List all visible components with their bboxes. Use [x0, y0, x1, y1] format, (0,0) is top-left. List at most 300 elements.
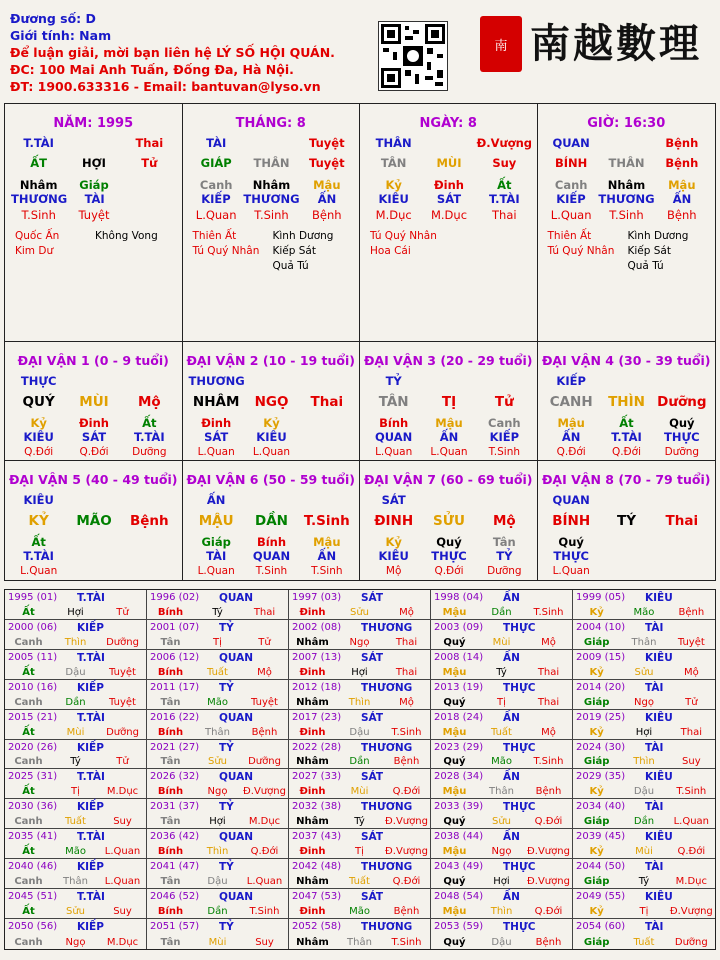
year-detail — [147, 876, 288, 887]
year-phase: Suy — [255, 936, 274, 948]
year-god: KIÊU — [645, 711, 673, 724]
year-cell — [289, 740, 431, 770]
year-label: 2014 (20) — [576, 681, 626, 693]
year-phase: L.Quan — [104, 846, 141, 858]
year-phase: Thai — [395, 636, 418, 648]
year-label: 2003 (09) — [434, 621, 484, 633]
pillar-cell — [183, 104, 361, 342]
year-god: QUAN — [219, 891, 254, 904]
dv-row-hidden-god-1 — [599, 549, 654, 563]
dv-row-phase-2 — [122, 565, 177, 577]
year-cell — [5, 829, 147, 859]
year-cell — [5, 889, 147, 919]
dv-row-god — [189, 493, 355, 507]
annual-luck-table — [4, 589, 716, 950]
dv-row-god-1 — [245, 374, 300, 388]
year-cell — [5, 710, 147, 740]
dv-row-god-2 — [122, 374, 177, 388]
year-branch: Hợi — [635, 726, 653, 738]
year-branch: Mùi — [208, 936, 227, 948]
year-label: 2030 (36) — [8, 801, 58, 813]
dv-row-hidden-god — [189, 430, 355, 444]
year-detail — [147, 846, 288, 857]
year-label: 2028 (34) — [434, 771, 484, 783]
dv-row-stem-branch-0: BÍNH — [552, 513, 591, 529]
dv-row-stem-branch-0: NHÂM — [192, 394, 240, 410]
pillar-row-god-0: THÂN — [375, 136, 412, 150]
year-god: SÁT — [361, 771, 384, 784]
year-cell — [573, 680, 715, 710]
year-detail — [5, 816, 146, 827]
pillar-row-phase — [11, 208, 177, 222]
pillar-row-hidden-god-1: TÀI — [84, 192, 105, 206]
dv-row-hidden-god-1: THỰC — [431, 549, 467, 563]
pillar-row-hidden-1: Giáp — [79, 178, 109, 192]
dv-row-phase-1: Q.Đới — [611, 446, 642, 458]
pillar-row-god — [366, 136, 532, 150]
dv-row-hidden — [189, 535, 355, 549]
year-god: THỰC — [503, 801, 536, 814]
dv-row-god-2 — [654, 493, 709, 507]
dv-row-phase-1: L.Quan — [252, 446, 291, 458]
qr-code-icon — [378, 21, 448, 91]
year-cell — [431, 889, 573, 919]
dv-row-stem-branch-2: T.Sinh — [303, 513, 350, 529]
phone-email-line: ĐT: 1900.633316 - Email: bantuvan@lyso.vn — [10, 79, 321, 94]
dv-row-hidden-god-0: KIÊU — [378, 549, 409, 563]
year-cell — [573, 740, 715, 770]
dv-row-god-2 — [477, 374, 532, 388]
year-god: SÁT — [361, 891, 384, 904]
year-god: TỶ — [219, 861, 234, 874]
pillar-row-hidden-1: Nhâm — [252, 178, 291, 192]
year-phase: Q.Đới — [250, 846, 279, 858]
dv-row-phase — [544, 565, 710, 577]
year-cell — [431, 710, 573, 740]
year-detail — [5, 667, 146, 678]
pillar-row-hidden — [11, 178, 177, 192]
year-stem: Bính — [157, 606, 184, 618]
year-god: QUAN — [219, 592, 254, 604]
year-god: T.TÀI — [77, 831, 105, 844]
dv-row-stem-branch-1: SỬU — [433, 513, 465, 529]
year-branch: Mùi — [492, 636, 511, 648]
year-branch: Tị — [355, 846, 364, 858]
pillar-row-stem-branch-0: BÍNH — [555, 156, 588, 170]
year-label: 2020 (26) — [8, 741, 58, 753]
year-god: THƯƠNG — [361, 801, 413, 814]
dv-row-god — [366, 374, 532, 388]
year-detail — [431, 846, 572, 857]
pillar-title: THÁNG: 8 — [235, 116, 306, 131]
year-label: 2034 (40) — [576, 801, 626, 813]
year-stem: Kỷ — [589, 726, 604, 738]
year-phase: Dưỡng — [106, 726, 139, 738]
year-label: 2031 (37) — [150, 801, 200, 813]
dv-row-god — [11, 374, 177, 388]
year-phase: Tuyệt — [109, 666, 136, 678]
year-branch: Ngọ — [65, 936, 86, 948]
pillar-row-phase — [366, 208, 532, 222]
year-cell — [431, 799, 573, 829]
dv-row-hidden-god-1 — [66, 549, 121, 563]
year-cell — [147, 590, 289, 620]
dv-row-hidden-god — [189, 549, 355, 563]
dv-row-god-0: SÁT — [381, 493, 406, 507]
dv-row-god-0: QUAN — [552, 493, 590, 507]
dv-row-hidden — [366, 535, 532, 549]
pillar-row-hidden-god — [189, 192, 355, 206]
pillar-row-hidden-god-1: THƯƠNG — [598, 192, 655, 206]
year-branch: Tý — [638, 876, 650, 888]
year-phase: Mộ — [399, 606, 414, 618]
year-god: ẤN — [503, 831, 520, 844]
year-phase: Q.Đới — [392, 876, 421, 888]
star-list-left — [193, 229, 260, 259]
year-god: T.TÀI — [77, 592, 105, 604]
year-branch: Thìn — [64, 636, 87, 648]
dv-row-god-2 — [477, 493, 532, 507]
year-god: THƯƠNG — [361, 621, 413, 634]
year-stem: Quý — [443, 756, 466, 768]
dv-row-stem-branch-1: TÝ — [617, 513, 636, 529]
pillar-row-stem-branch — [366, 156, 532, 170]
year-branch: Thân — [489, 786, 514, 798]
dv-row-hidden-2: Canh — [488, 416, 521, 430]
pillar-row-stem-branch — [189, 156, 355, 170]
year-stem: Quý — [443, 636, 466, 648]
year-branch: Tý — [212, 606, 223, 618]
year-stem: Giáp — [583, 636, 610, 648]
year-phase: M.Dục — [675, 876, 707, 888]
dv-row-hidden-2: Ất — [142, 416, 157, 430]
year-phase: Đ.Vượng — [385, 816, 428, 828]
pillar-row-god — [544, 136, 710, 150]
year-branch: Thân — [205, 726, 230, 738]
dv-row-hidden-0: Kỷ — [30, 416, 47, 430]
year-label: 2047 (53) — [292, 891, 342, 903]
year-label: 2036 (42) — [150, 831, 200, 843]
dv-row-phase-0: L.Quan — [20, 565, 58, 577]
pillar-row-hidden-2: Mậu — [668, 178, 696, 192]
dv-row-hidden-god-1: KIÊU — [256, 430, 287, 444]
dv-row-hidden-god-0: SÁT — [204, 430, 229, 444]
dai-van-cell — [538, 342, 716, 461]
year-stem: Nhâm — [296, 816, 329, 828]
year-detail — [5, 876, 146, 887]
year-detail — [5, 637, 146, 648]
year-detail — [431, 607, 572, 618]
year-god: THƯƠNG — [361, 741, 413, 754]
year-stem: Nhâm — [296, 876, 329, 888]
year-cell — [289, 919, 431, 949]
year-phase: Q.Đới — [392, 786, 421, 798]
dai-van-title: ĐẠI VẬN 6 (50 - 59 tuổi) — [186, 472, 356, 487]
pillar-row-hidden-god-0: THƯƠNG — [11, 192, 68, 206]
year-cell — [289, 859, 431, 889]
dv-row-god-2 — [299, 493, 354, 507]
dv-row-stem-branch-1: THÌN — [608, 394, 645, 410]
year-detail — [5, 937, 146, 948]
year-branch: Tý — [354, 816, 365, 828]
year-stem: Quý — [443, 696, 466, 708]
star-list-left — [548, 229, 615, 259]
year-detail — [289, 876, 430, 887]
dv-row-god-0: THƯƠNG — [188, 374, 245, 388]
year-label: 1999 (05) — [576, 592, 626, 603]
year-detail — [5, 607, 146, 618]
year-detail — [289, 607, 430, 618]
dv-row-hidden-god-2: ẤN — [317, 549, 337, 563]
dv-row-hidden-god-0: ẤN — [561, 430, 581, 444]
year-stem: Giáp — [583, 756, 610, 768]
year-label: 2032 (38) — [292, 801, 342, 813]
year-label: 2025 (31) — [8, 771, 58, 783]
dv-row-god-1 — [599, 374, 654, 388]
year-branch: Hợi — [209, 816, 226, 828]
dv-row-hidden-1: Quý — [436, 535, 462, 549]
year-label: 2049 (55) — [576, 891, 626, 903]
year-phase: Suy — [113, 906, 132, 918]
year-detail — [289, 786, 430, 797]
year-cell — [431, 650, 573, 680]
year-branch: Mùi — [350, 786, 369, 798]
dv-row-phase-1: T.Sinh — [255, 565, 288, 577]
dai-van-cell — [183, 461, 361, 580]
year-cell — [431, 680, 573, 710]
dv-row-hidden-god-2: T.TÀI — [134, 430, 165, 444]
year-god: TỶ — [219, 801, 234, 814]
year-detail — [431, 876, 572, 887]
dv-row-phase-1 — [599, 565, 654, 577]
year-stem: Mậu — [442, 726, 467, 738]
year-detail — [573, 876, 715, 887]
year-god: KIẾP — [77, 681, 104, 694]
year-label: 2029 (35) — [576, 771, 626, 783]
year-god: SÁT — [361, 711, 384, 724]
year-label: 1996 (02) — [150, 592, 200, 603]
year-detail — [147, 937, 288, 948]
star-item: Tú Quý Nhân — [192, 245, 260, 257]
pillar-row-phase-2: Bệnh — [667, 208, 697, 222]
year-label: 2045 (51) — [8, 891, 58, 903]
year-phase: Q.Đới — [534, 906, 563, 918]
year-stem: Canh — [14, 696, 43, 708]
year-detail — [573, 756, 715, 767]
year-cell — [147, 799, 289, 829]
year-god: SÁT — [361, 592, 384, 604]
year-detail — [5, 846, 146, 857]
year-phase: Mộ — [541, 636, 556, 648]
year-detail — [147, 637, 288, 648]
pillar-cell — [538, 104, 716, 342]
dv-row-stem-branch — [11, 394, 177, 410]
year-god: KIẾP — [77, 621, 104, 634]
dv-row-god-2 — [654, 374, 709, 388]
dv-row-hidden-god-2: THỰC — [664, 430, 700, 444]
year-phase: Tuyệt — [109, 696, 136, 708]
year-god: TỶ — [219, 741, 234, 754]
year-phase: Mộ — [399, 696, 414, 708]
year-branch: Tý — [496, 666, 507, 678]
dv-row-god-0: KIẾP — [556, 374, 586, 388]
year-stem: Mậu — [442, 846, 467, 858]
year-stem: Mậu — [442, 906, 467, 918]
year-stem: Quý — [443, 816, 466, 828]
dv-row-phase — [366, 446, 532, 458]
year-cell — [5, 650, 147, 680]
year-phase: Dưỡng — [106, 636, 139, 648]
year-stem: Ất — [22, 606, 35, 618]
year-phase: Bệnh — [535, 786, 562, 798]
year-branch: Mão — [65, 846, 86, 858]
year-detail — [147, 697, 288, 708]
year-cell — [573, 799, 715, 829]
year-branch: Dần — [349, 756, 370, 768]
year-god: KIÊU — [645, 771, 673, 784]
dv-row-phase-2 — [299, 446, 354, 458]
year-phase: Q.Đới — [534, 816, 563, 828]
year-phase: T.Sinh — [391, 726, 422, 738]
year-branch: Dần — [633, 816, 655, 828]
year-stem: Bính — [157, 906, 184, 918]
year-branch: Thân — [347, 936, 372, 948]
dv-row-phase — [366, 565, 532, 577]
year-stem: Tân — [160, 636, 181, 648]
year-phase: Suy — [113, 816, 132, 828]
year-phase: Tuyệt — [251, 696, 278, 708]
year-cell — [5, 680, 147, 710]
year-label: 2037 (43) — [292, 831, 342, 843]
year-detail — [431, 756, 572, 767]
year-label: 2027 (33) — [292, 771, 342, 783]
pillar-title: NĂM: 1995 — [53, 116, 134, 131]
year-label: 2006 (12) — [150, 651, 200, 663]
year-branch: Ngọ — [491, 846, 512, 858]
year-god: TÀI — [645, 921, 664, 934]
dai-van-title: ĐẠI VẬN 5 (40 - 49 tuổi) — [8, 472, 178, 487]
dv-row-hidden-2 — [654, 535, 709, 549]
year-label: 2000 (06) — [8, 621, 58, 633]
address-line: ĐC: 100 Mai Anh Tuấn, Đống Đa, Hà Nội. — [10, 62, 294, 77]
star-item: Kiếp Sát — [627, 245, 671, 257]
dai-van-title: ĐẠI VẬN 1 (0 - 9 tuổi) — [17, 353, 169, 368]
year-stem: Tân — [160, 756, 181, 768]
star-list-right — [273, 229, 334, 274]
dv-row-hidden-god-1: QUAN — [252, 549, 291, 563]
year-branch: Mùi — [635, 846, 653, 858]
year-branch: Ngọ — [349, 636, 370, 648]
year-label: 2009 (15) — [576, 651, 626, 663]
year-detail — [431, 697, 572, 708]
pillar-row-phase-0: M.Dục — [375, 208, 412, 222]
year-branch: Tuất — [207, 666, 228, 678]
year-detail — [431, 816, 572, 827]
pillar-row-hidden-god-0: KIẾP — [201, 192, 231, 206]
year-branch: Ngọ — [207, 786, 228, 798]
dv-row-phase-1: Q.Đới — [79, 446, 109, 458]
year-label: 2017 (23) — [292, 711, 342, 723]
pillar-row-god-0: TÀI — [206, 136, 227, 150]
pillar-row-stem-branch-1: THÂN — [608, 156, 645, 170]
dv-row-phase-0: Mộ — [385, 565, 402, 577]
year-phase: Thai — [395, 666, 418, 678]
dv-row-hidden-1: Mậu — [435, 416, 463, 430]
year-god: KIÊU — [645, 651, 673, 664]
dv-row-stem-branch-0: QUÝ — [22, 394, 55, 410]
year-cell — [147, 650, 289, 680]
year-detail — [431, 937, 572, 948]
year-label: 2044 (50) — [576, 861, 626, 873]
year-detail — [5, 727, 146, 738]
dv-row-hidden — [366, 416, 532, 430]
year-branch: Dậu — [633, 786, 655, 798]
year-god: QUAN — [219, 831, 254, 844]
dv-row-phase-1: Q.Đới — [434, 565, 464, 577]
year-phase: L.Quan — [246, 876, 283, 888]
year-cell — [289, 620, 431, 650]
year-phase: Suy — [682, 756, 701, 768]
dv-row-phase — [189, 446, 355, 458]
year-god: THỰC — [503, 621, 536, 634]
year-god: KIÊU — [645, 831, 673, 844]
year-branch: Mùi — [66, 726, 85, 738]
year-god: SÁT — [361, 651, 384, 664]
year-stem: Đinh — [299, 906, 326, 918]
year-phase: Bệnh — [393, 756, 420, 768]
gender: Giới tính: Nam — [10, 28, 112, 43]
year-phase: Đ.Vượng — [527, 846, 570, 858]
dv-row-hidden-0: Bính — [379, 416, 409, 430]
year-detail — [289, 667, 430, 678]
dai-van-title: ĐẠI VẬN 7 (60 - 69 tuổi) — [363, 472, 533, 487]
dv-row-phase-0: L.Quan — [375, 446, 413, 458]
year-label: 2008 (14) — [434, 651, 484, 663]
dv-row-phase-2: T.Sinh — [488, 446, 521, 458]
star-item: Hoa Cái — [370, 245, 411, 257]
year-branch: Hợi — [493, 876, 510, 888]
year-detail — [289, 637, 430, 648]
year-branch: Dậu — [65, 666, 86, 678]
year-phase: L.Quan — [104, 876, 141, 888]
year-cell — [147, 680, 289, 710]
year-branch: Tị — [639, 906, 649, 918]
year-label: 1997 (03) — [292, 592, 342, 603]
year-branch: Tị — [71, 786, 80, 798]
dv-row-hidden-god — [11, 549, 177, 563]
year-phase: Bệnh — [393, 906, 420, 918]
year-stem: Kỷ — [589, 606, 604, 618]
year-detail — [573, 637, 715, 648]
year-branch: Mão — [491, 756, 512, 768]
year-stem: Bính — [157, 846, 184, 858]
header-info — [10, 10, 335, 95]
star-item: Quốc Ấn — [15, 230, 60, 242]
year-god: TÀI — [645, 801, 664, 814]
year-branch: Sửu — [65, 906, 86, 918]
year-detail — [431, 727, 572, 738]
year-stem: Tân — [160, 936, 181, 948]
dv-row-stem-branch-0: TÂN — [378, 394, 409, 410]
year-stem: Ất — [22, 906, 35, 918]
year-stem: Đinh — [299, 666, 326, 678]
year-label: 2021 (27) — [150, 741, 200, 753]
year-detail — [147, 607, 288, 618]
pillar-row-hidden-1: Đinh — [434, 178, 464, 192]
pillar-row-hidden-god-0: KIÊU — [378, 192, 409, 206]
year-cell — [289, 829, 431, 859]
dv-row-stem-branch — [366, 394, 532, 410]
